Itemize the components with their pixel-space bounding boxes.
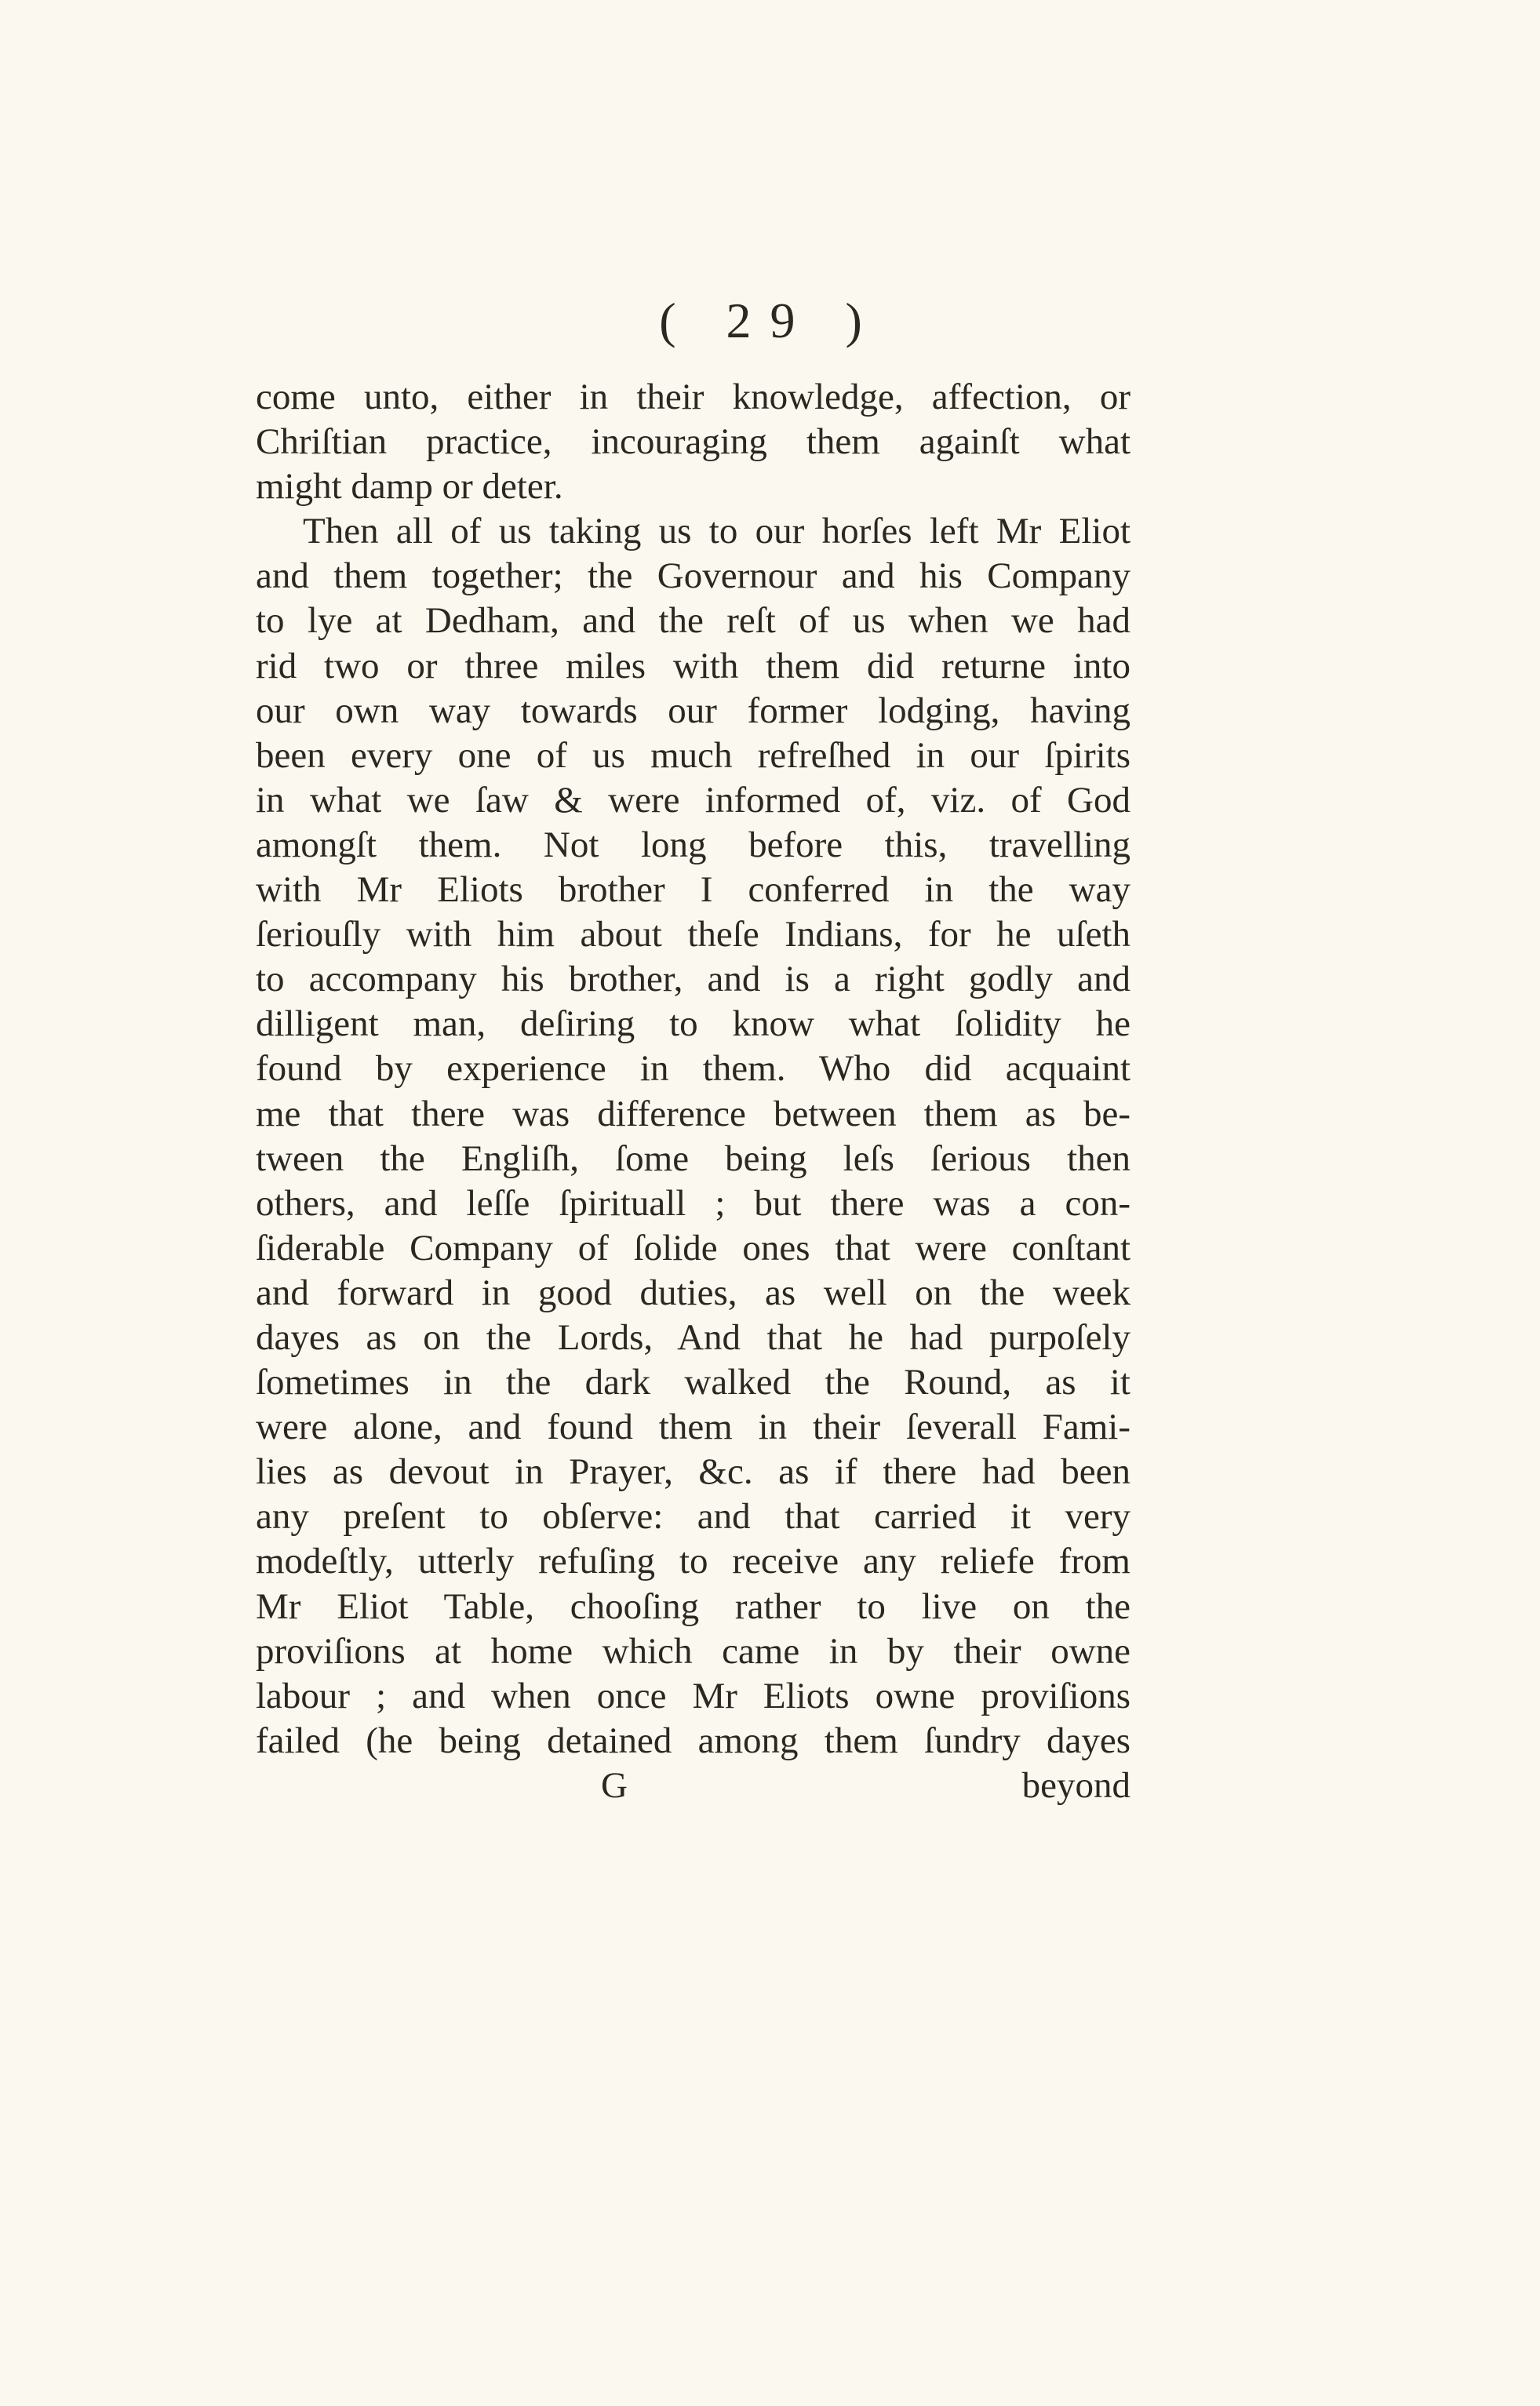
- text-line: might damp or deter.: [256, 466, 563, 508]
- text-line: any preſent to obſerve: and that carried it very: [256, 1496, 1130, 1538]
- text-line: and forward in good duties, as well on the week: [256, 1272, 1130, 1313]
- text-line: Mr Eliot Table, chooſing rather to live on the: [256, 1585, 1130, 1627]
- text-line: tween the Engliſh, ſome being leſs ſerious then: [256, 1137, 1130, 1179]
- text-line: lies as devout in Prayer, &c. as if there had been: [256, 1451, 1130, 1493]
- text-line: dayes as on the Lords, And that he had purpoſely: [256, 1316, 1130, 1358]
- text-line: proviſions at home which came in by their owne: [256, 1630, 1130, 1672]
- text-line: modeſtly, utterly refuſing to receive any reliefe from: [256, 1541, 1130, 1582]
- page-footer: [256, 1764, 1130, 1808]
- text-line: ſeriouſly with him about theſe Indians, for he uſeth: [256, 914, 1130, 955]
- text-line: ſometimes in the dark walked the Round, as it: [256, 1362, 1130, 1403]
- text-line: dilligent man, deſiring to know what ſolidity he: [256, 1003, 1130, 1045]
- text-line: our own way towards our former lodging, having: [256, 690, 1130, 731]
- text-line: in what we ſaw & were informed of, viz. of God: [256, 779, 1130, 821]
- text-line: others, and leſſe ſpirituall ; but there was a con-: [256, 1182, 1130, 1224]
- text-line: me that there was difference between them as be-: [256, 1093, 1130, 1134]
- text-line: to lye at Dedham, and the reſt of us when we had: [256, 600, 1130, 642]
- text-line: amongſt them. Not long before this, travelling: [256, 824, 1130, 865]
- body-text: [256, 375, 1130, 1808]
- catchword: beyond: [1021, 1764, 1130, 1806]
- signature-mark: G: [601, 1764, 628, 1806]
- text-line: were alone, and found them in their ſeverall Fami-: [256, 1407, 1130, 1448]
- text-line: labour ; and when once Mr Eliots owne proviſions: [256, 1675, 1130, 1716]
- text-line: rid two or three miles with them did returne into: [256, 645, 1130, 686]
- text-line: Chriſtian practice, incouraging them againſt what: [256, 421, 1130, 463]
- page-number: ( 29 ): [659, 293, 881, 348]
- text-line: Then all of us taking us to our horſes left Mr Eliot: [303, 511, 1130, 552]
- text-line: been every one of us much refreſhed in our ſpirits: [256, 734, 1130, 776]
- text-line: to accompany his brother, and is a right godly and: [256, 959, 1130, 1000]
- text-line: ſiderable Company of ſolide ones that were conſtant: [256, 1227, 1130, 1269]
- text-line: come unto, either in their knowledge, affection, or: [256, 377, 1130, 417]
- text-line: found by experience in them. Who did acquaint: [256, 1048, 1130, 1090]
- text-line: failed (he being detained among them ſundry dayes: [256, 1720, 1130, 1761]
- text-line: with Mr Eliots brother I conferred in the way: [256, 869, 1130, 911]
- text-line: and them together; the Governour and his Company: [256, 555, 1130, 597]
